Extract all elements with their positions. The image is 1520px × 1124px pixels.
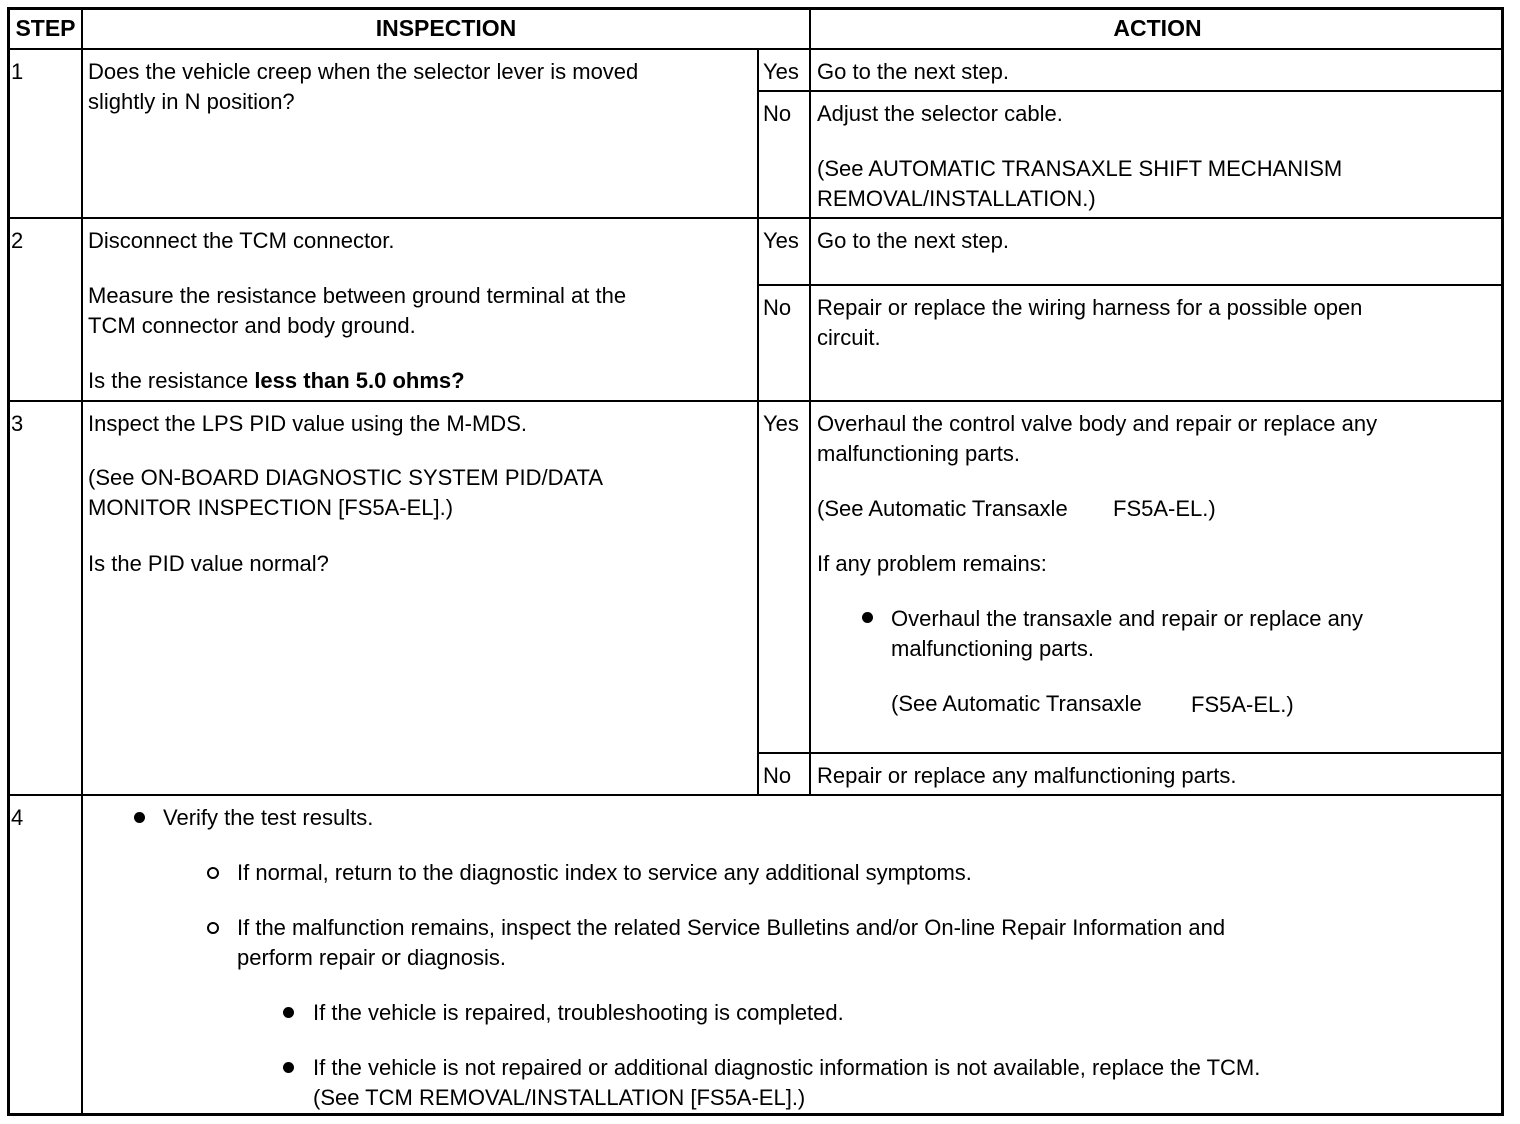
yes-label: Yes <box>763 59 799 84</box>
step-number: 2 <box>11 228 24 253</box>
yes-label: Yes <box>763 228 799 253</box>
inspection-text: slightly in N position? <box>88 89 295 114</box>
rule-row1-yes-no <box>757 90 1504 92</box>
action-text: malfunctioning parts. <box>817 441 1020 466</box>
verify-item: If the vehicle is repaired, troubleshooting is completed. <box>313 1000 844 1025</box>
verify-item: (See TCM REMOVAL/INSTALLATION [FS5A-EL].) <box>313 1085 806 1110</box>
yes-label: Yes <box>763 411 799 436</box>
step-number: 1 <box>11 59 24 84</box>
action-text: Repair or replace the wiring harness for a possible open <box>817 295 1363 320</box>
header-inspection: INSPECTION <box>375 15 517 41</box>
rule-row3-yes-no <box>757 752 1504 754</box>
action-text: FS5A-EL.) <box>1191 692 1294 717</box>
inspection-text: Inspect the LPS PID value using the M-MDS. <box>88 411 527 436</box>
action-text: Repair or replace any malfunctioning parts. <box>817 763 1237 788</box>
circle-bullet-icon <box>207 922 219 934</box>
bullet-icon <box>283 1007 294 1018</box>
action-text: Overhaul the control valve body and repair or replace any <box>817 411 1378 436</box>
rule-row1-end <box>7 217 1504 219</box>
action-text: REMOVAL/INSTALLATION.) <box>817 186 1096 211</box>
no-label: No <box>763 763 792 788</box>
verify-item: perform repair or diagnosis. <box>237 945 507 970</box>
verify-item: If the vehicle is not repaired or additional diagnostic information is not available, replace the TCM. <box>313 1055 1261 1080</box>
inspection-text: Disconnect the TCM connector. <box>88 228 395 253</box>
no-label: No <box>763 101 792 126</box>
rule-step-col <box>81 7 83 1116</box>
action-text: circuit. <box>817 325 881 350</box>
action-text: Go to the next step. <box>817 228 1010 253</box>
verify-item: Verify the test results. <box>163 805 374 830</box>
bullet-icon <box>862 612 873 623</box>
rule-header <box>7 48 1504 50</box>
action-text: Overhaul the transaxle and repair or replace any <box>891 606 1364 631</box>
inspection-text: Measure the resistance between ground terminal at the <box>88 283 627 308</box>
verify-item: If normal, return to the diagnostic index to service any additional symptoms. <box>237 860 972 885</box>
rule-action-col <box>809 7 811 795</box>
rule-row2-yes-no <box>757 284 1504 286</box>
inspection-question <box>88 366 465 396</box>
action-text: (See Automatic Transaxle <box>891 691 1142 716</box>
header-step: STEP <box>15 15 76 41</box>
bullet-icon <box>134 812 145 823</box>
inspection-text: (See ON-BOARD DIAGNOSTIC SYSTEM PID/DATA <box>88 465 604 490</box>
action-text: (See AUTOMATIC TRANSAXLE SHIFT MECHANISM <box>817 156 1343 181</box>
question-criterion: less than 5.0 ohms? <box>254 368 465 393</box>
step-number: 4 <box>11 805 24 830</box>
step-number: 3 <box>11 411 24 436</box>
action-text: (See Automatic Transaxle <box>817 496 1068 521</box>
rule-row2-end <box>7 400 1504 402</box>
inspection-text: TCM connector and body ground. <box>88 313 416 338</box>
bullet-icon <box>283 1062 294 1073</box>
inspection-text: Is the PID value normal? <box>88 551 329 576</box>
action-text: If any problem remains: <box>817 551 1047 576</box>
question-prefix: Is the resistance <box>88 368 255 393</box>
action-text: Adjust the selector cable. <box>817 101 1063 126</box>
inspection-text: Does the vehicle creep when the selector lever is moved <box>88 59 639 84</box>
verify-item: If the malfunction remains, inspect the related Service Bulletins and/or On-line Repair Information and <box>237 915 1226 940</box>
action-text: Go to the next step. <box>817 59 1010 84</box>
header-action: ACTION <box>1113 15 1202 41</box>
action-text: malfunctioning parts. <box>891 636 1094 661</box>
rule-row3-end <box>7 794 1504 796</box>
circle-bullet-icon <box>207 867 219 879</box>
action-text: FS5A-EL.) <box>1113 496 1216 521</box>
no-label: No <box>763 295 792 320</box>
inspection-text: MONITOR INSPECTION [FS5A-EL].) <box>88 495 454 520</box>
rule-yesno-col <box>757 48 759 795</box>
